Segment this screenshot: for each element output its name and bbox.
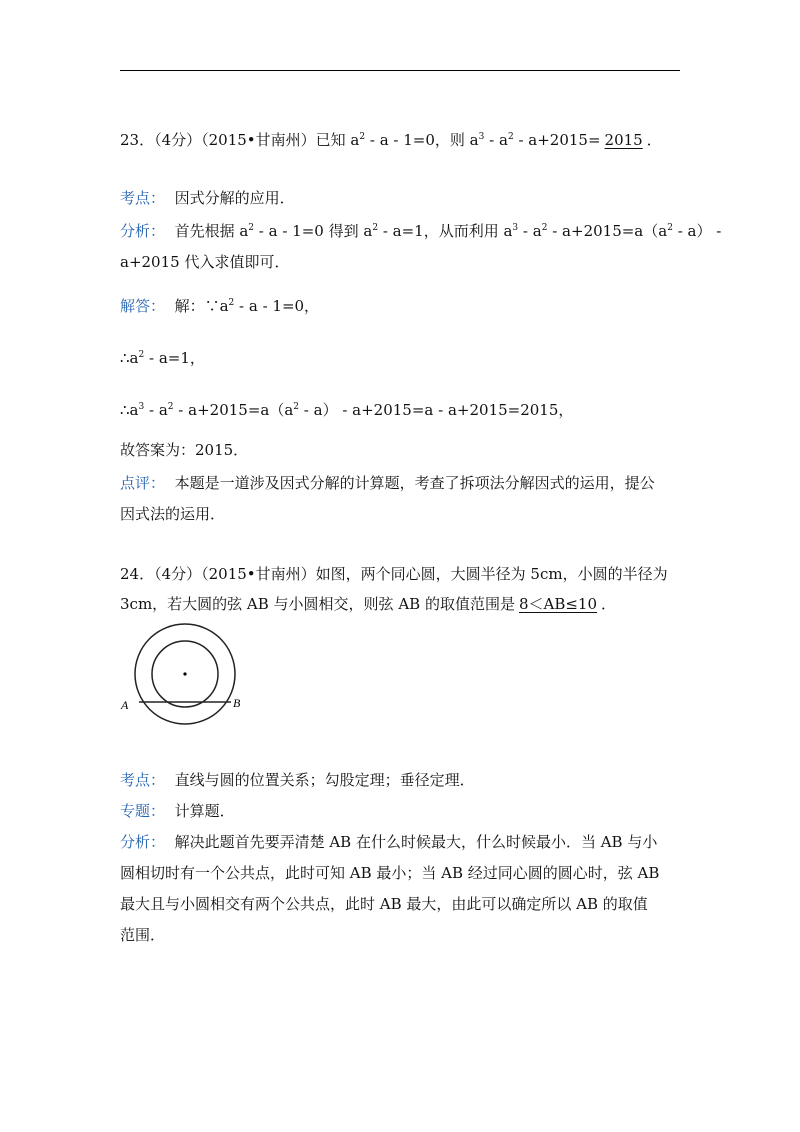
- jieda-label: 解答：: [120, 297, 166, 315]
- concentric-circles-figure: [118, 622, 268, 734]
- q23-answer: 2015: [604, 131, 643, 149]
- q24-fenxi-cont-3: 范围．: [120, 926, 166, 944]
- q23-conclusion: 故答案为：2015．: [120, 441, 249, 459]
- q24-fenxi-cont-1: 圆相切时有一个公共点，此时可知 AB 最小；当 AB 经过同心圆的圆心时，弦 AB: [120, 864, 660, 882]
- q23-jieda: 解答： 解：$\because a^2 - a - 1=0$，: [120, 297, 320, 315]
- q24-question: 24．（4分）（2015•甘南州）如图，两个同心圆，大圆半径为 5cm，小圆的半径为: [120, 565, 668, 583]
- point-b-label: B: [233, 696, 241, 710]
- q23-step2: $\therefore a^3 - a^2 - a+2015=a(a^2 - a) - a+2015=a - a+2015=2015$，: [120, 401, 574, 419]
- q23-step1: $\therefore a^2 - a=1$，: [120, 349, 205, 367]
- point-a-label: A: [121, 698, 129, 712]
- q24-answer: 8＜AB≤10: [518, 595, 598, 613]
- fenxi-label: 分析：: [120, 833, 166, 851]
- q24-fenxi: 分析： 解决此题首先要弄清楚 AB 在什么时候最大，什么时候最小．当 AB 与小: [120, 833, 658, 851]
- q23-dianping: 点评： 本题是一道涉及因式分解的计算题，考查了拆项法分解因式的运用，提公: [120, 474, 655, 492]
- q24-kaodian: 考点： 直线与圆的位置关系；勾股定理；垂径定理．: [120, 771, 475, 789]
- q24-fenxi-cont-2: 最大且与小圆相交有两个公共点，此时 AB 最大，由此可以确定所以 AB 的取值: [120, 895, 648, 913]
- kaodian-label: 考点：: [120, 771, 166, 789]
- kaodian-label: 考点：: [120, 189, 166, 207]
- q23-fenxi: 分析： 首先根据 $a^2 - a - 1=0$ 得到 $a^2 - a=1$，从而利用 $a^3 - a^2 - a+2015=a(a^2 - a)$ -: [120, 222, 722, 240]
- fenxi-label: 分析：: [120, 222, 166, 240]
- center-point: [183, 672, 186, 675]
- q23-dianping-cont: 因式法的运用．: [120, 505, 226, 523]
- q23-fenxi-cont: a+2015 代入求值即可．: [120, 253, 290, 271]
- q23-kaodian: 考点： 因式分解的应用．: [120, 189, 295, 207]
- header-rule: [120, 70, 680, 71]
- dianping-label: 点评：: [120, 474, 166, 492]
- q23-question: 23．（4分）（2015•甘南州）已知 $a^2 - a - 1=0$，则 $a^3 - a^2 - a+2015= 2015$ ．: [120, 131, 662, 149]
- q24-zhuanti: 专题： 计算题．: [120, 802, 235, 820]
- zhuanti-label: 专题：: [120, 802, 166, 820]
- q24-question-cont: 3cm，若大圆的弦 AB 与小圆相交，则弦 AB 的取值范围是 8＜AB≤10 ．: [120, 595, 617, 613]
